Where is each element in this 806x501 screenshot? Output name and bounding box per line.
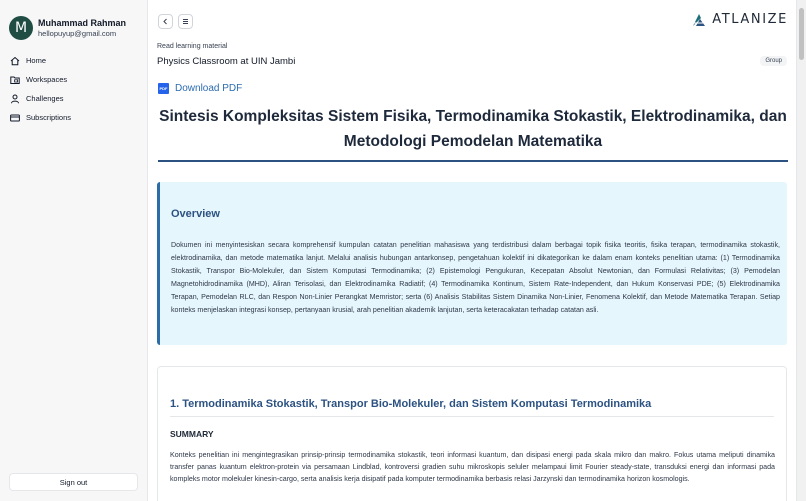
sidebar-item-label: Home: [26, 56, 47, 65]
user-profile[interactable]: [0, 0, 147, 46]
menu-icon: [182, 18, 189, 25]
credit-card-icon: [10, 113, 20, 123]
page-title: Physics Classroom at UIN Jambi: [157, 56, 296, 67]
user-email: hellopuyup@gmail.com: [38, 28, 117, 38]
sidebar-item-label: Subscriptions: [26, 113, 72, 122]
sidebar: [0, 0, 148, 501]
folder-icon: [10, 75, 20, 85]
overview-callout: [157, 182, 787, 345]
back-button[interactable]: [158, 14, 173, 29]
overview-text: Dokumen ini menyintesiskan secara komprehensif kumpulan catatan penelitian mahasiswa yang terdistribusi dalam berbagai topik fisika teoritis, fisika terapan, termodinamika stokastik, elektrodinamika, dan metode matematika lanjut. Melalui analisis hubungan antarkonsep, pengetahuan kolektif ini dikategorikan ke dalam enam konteks penelitian utama: (1) Termodinamika Stokastik, Transpor Bio-Molekuler, dan Sistem Komputasi Termodinamika; (2) Epistemologi Pengukuran, Kecepatan Absolut Newtonian, dan Formulasi Relativitas; (3) Pemodelan Magnetohidrodinamika (MHD), Aliran Terisolasi, dan Elektrodinamika Radiatif; (4) Termodinamika Kontinum, Sistem Rate-Independent, dan Hukum Konservasi PDE; (5) Elektrodinamika Terapan, Pemodelan RLC, dan Respon Non-Linier Perangkat Memristor; serta (6) Analisis Stabilitas Sistem Dinamika Non-Linier, Fenomena Kolektif, dan Metode Matematika Terapan. Setiap konteks menjelaskan integrasi konsep, pertanyaan krusial, arah penelitian akademik lanjutan, serta keteracakatan terhadap catatan asli.: [171, 241, 780, 314]
user-name: Muhammad Rahman: [38, 17, 127, 28]
title-divider: [158, 160, 788, 162]
sidebar-item-subscriptions[interactable]: [0, 108, 147, 127]
chevron-left-icon: [162, 18, 169, 25]
download-pdf-label: Download PDF: [175, 83, 243, 94]
overview-heading: Overview: [171, 208, 220, 220]
sidebar-item-home[interactable]: [0, 51, 147, 70]
home-icon: [10, 56, 20, 66]
scrollbar-thumb[interactable]: [799, 8, 804, 60]
sidebar-item-label: Workspaces: [26, 75, 68, 84]
document-content: [148, 78, 796, 501]
sidebar-item-label: Challenges: [26, 94, 64, 103]
document-title: Sintesis Kompleksitas Sistem Fisika, Termodinamika Stokastik, Elektrodinamika, dan Metodologi Pemodelan Matematika: [159, 108, 787, 150]
summary-heading: SUMMARY: [170, 429, 214, 439]
pdf-icon: PDF: [158, 83, 169, 94]
user-icon: [10, 94, 20, 104]
header: [148, 0, 796, 78]
sidebar-item-workspaces[interactable]: [0, 70, 147, 89]
atlanize-logo-icon: [692, 13, 706, 27]
avatar: M: [9, 16, 33, 40]
summary-text: Konteks penelitian ini mengintegrasikan prinsip-prinsip termodinamika stokastik, teori informasi kuantum, dan disipasi energi pada skala mikro dan makro. Fokus utama meliputi dinamika transfer panas kuantum elektron-protein via persamaan Lindblad, kontroversi gradien suhu mikroskopis seluler melampaui limit Fourier steady-state, transduksi energi dan informasi pada kompleks motor molekuler kinesin-cargo, serta analisis kerja disipatif pada komputer termodinamika berbasis relasi Jarzynski dan termodinamika horizon kosmologis.: [170, 451, 775, 483]
download-pdf-link[interactable]: [158, 83, 242, 94]
logo-text: ATLANIZE: [712, 12, 788, 27]
section-card: [157, 366, 787, 501]
logo[interactable]: [692, 12, 788, 27]
breadcrumb: Read learning material: [157, 43, 228, 50]
section-heading: 1. Termodinamika Stokastik, Transpor Bio-Molekuler, dan Sistem Komputasi Termodinamika: [170, 398, 652, 410]
menu-button[interactable]: [178, 14, 193, 29]
sidebar-nav: [0, 51, 147, 127]
group-badge: Group: [760, 56, 787, 66]
sign-out-button[interactable]: Sign out: [9, 473, 138, 491]
section-divider: [170, 416, 774, 417]
scrollbar[interactable]: [796, 0, 806, 501]
sidebar-item-challenges[interactable]: [0, 89, 147, 108]
